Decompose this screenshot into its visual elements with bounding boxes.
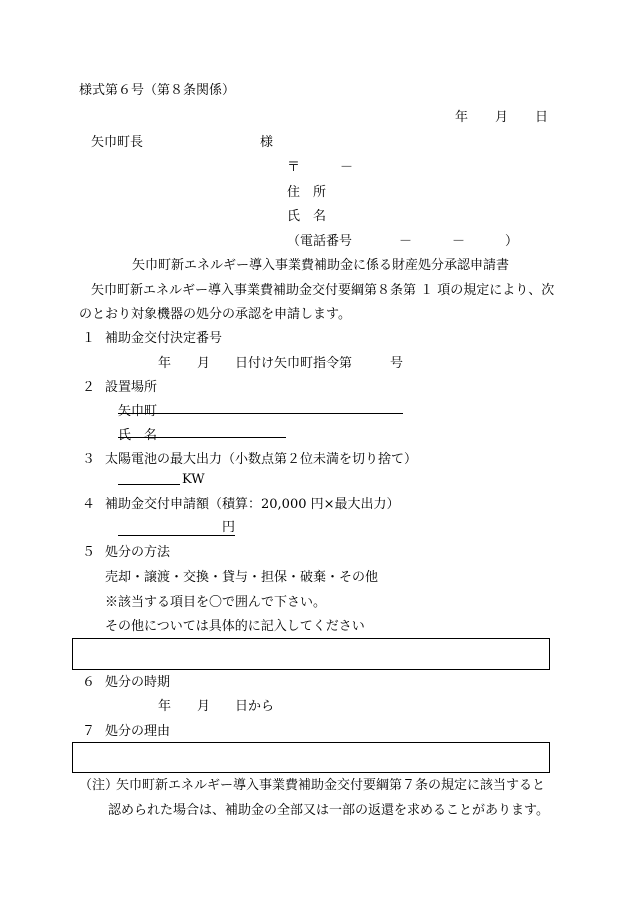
- form-number: 様式第６号（第８条関係）: [79, 83, 236, 98]
- date-month-label: 月: [495, 110, 509, 125]
- phone-close: ）: [505, 234, 519, 249]
- item-6-number: ６: [82, 675, 96, 690]
- item-1-label: 補助金交付決定番号: [105, 331, 223, 346]
- addressee-honorific: 様: [260, 135, 274, 150]
- item-2-name-label: 氏 名: [118, 428, 158, 443]
- item-5-other-input-box[interactable]: [72, 638, 550, 670]
- date-year-label: 年: [455, 110, 469, 125]
- intro-line-2: のとおり対象機器の処分の承認を申請します。: [79, 307, 351, 322]
- item-2-town: 矢巾町: [118, 404, 158, 419]
- address-label: 住 所: [287, 185, 327, 200]
- postal-mark: 〒: [287, 160, 301, 175]
- item-4-label: 補助金交付申請額（積算：20,000 円×最大出力）: [105, 497, 400, 512]
- item-4-amount-underline[interactable]: [118, 535, 235, 536]
- item-6-year: 年: [158, 699, 172, 714]
- addressee-name: 矢巾町長: [91, 135, 144, 150]
- item-5-label: 処分の方法: [105, 545, 171, 560]
- phone-dash-2: －: [452, 234, 466, 249]
- postal-dash: －: [340, 160, 354, 175]
- item-1-year: 年: [158, 356, 172, 371]
- item-7-label: 処分の理由: [105, 724, 171, 739]
- item-7-reason-input-box[interactable]: [72, 742, 550, 773]
- item-6-month: 月: [197, 699, 211, 714]
- intro-line-1: 矢巾町新エネルギー導入事業費補助金交付要綱第８条第 １ 項の規定により、次: [91, 283, 555, 298]
- document-title: 矢巾町新エネルギー導入事業費補助金に係る財産処分承認申請書: [132, 258, 510, 273]
- item-3-output-underline[interactable]: [118, 484, 180, 485]
- note-label: （注）: [79, 778, 119, 793]
- date-day-label: 日: [535, 110, 549, 125]
- phone-dash-1: －: [399, 234, 413, 249]
- item-5-note: ※該当する項目を〇で囲んで下さい。: [105, 595, 327, 610]
- item-5-options[interactable]: 売却・譲渡・交換・貸与・担保・破棄・その他: [105, 570, 379, 585]
- item-5-other-instruction: その他については具体的に記入してください: [105, 619, 365, 634]
- applicant-name-label: 氏 名: [287, 209, 327, 224]
- item-7-number: ７: [82, 724, 96, 739]
- item-4-number: ４: [82, 497, 96, 512]
- item-2-address-underline[interactable]: [118, 413, 403, 414]
- phone-open: （電話番号: [287, 234, 353, 249]
- note-line-2: 認められた場合は、補助金の全部又は一部の返還を求めることがあります。: [108, 803, 549, 818]
- item-2-label: 設置場所: [105, 380, 158, 395]
- item-6-suffix: 日から: [235, 699, 275, 714]
- item-4-unit: 円: [222, 520, 236, 535]
- item-3-number: ３: [82, 452, 96, 467]
- item-1-suffix: 日付け矢巾町指令第: [235, 356, 353, 371]
- item-3-unit: KW: [182, 472, 205, 487]
- item-1-number: １: [82, 331, 96, 346]
- item-5-number: ５: [82, 545, 96, 560]
- item-6-label: 処分の時期: [105, 675, 171, 690]
- item-3-label: 太陽電池の最大出力（小数点第２位未満を切り捨て）: [105, 452, 418, 467]
- note-line-1: 矢巾町新エネルギー導入事業費補助金交付要綱第７条の規定に該当すると: [116, 778, 546, 793]
- item-2-name-underline[interactable]: [118, 437, 286, 438]
- item-2-number: ２: [82, 380, 96, 395]
- item-1-month: 月: [197, 356, 211, 371]
- item-1-no: 号: [390, 356, 404, 371]
